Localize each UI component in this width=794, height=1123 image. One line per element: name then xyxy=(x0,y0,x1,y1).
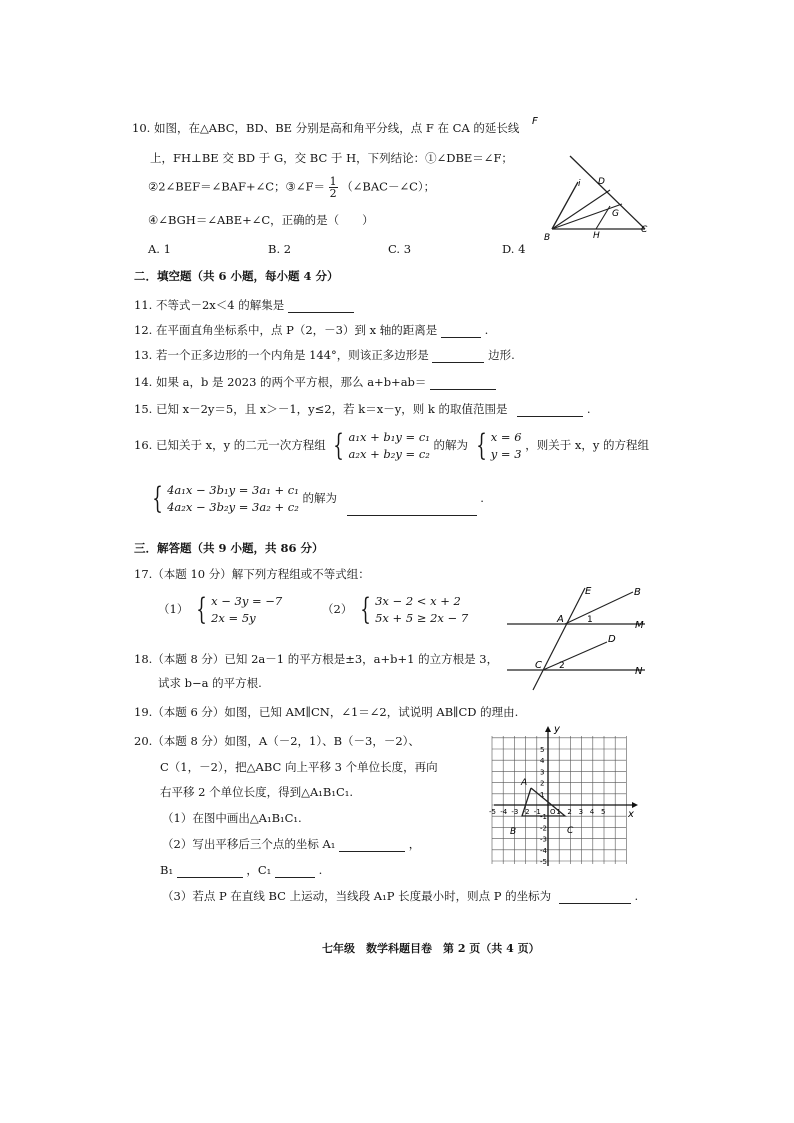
q17-sys1-eq2: 2x = 5y xyxy=(211,611,256,625)
q13 xyxy=(134,347,515,363)
q10-label-g: G xyxy=(612,209,619,219)
grid-axis-y-label: y xyxy=(554,724,560,735)
q16-line2 xyxy=(148,482,484,516)
q10-option-d: D. 4 xyxy=(502,242,526,256)
q16-sol-x: x = 6 xyxy=(490,430,522,444)
grid-y-tick-label: 4 xyxy=(540,757,545,766)
q10-line1: 10. 如图，在△ABC，BD、BE 分别是高和角平分线，点 F 在 CA 的延长线 xyxy=(132,121,520,135)
q17-heading: 17.（本题 10 分）解下列方程组或不等式组： xyxy=(134,567,370,581)
q10-line3 xyxy=(148,176,435,199)
q16-solution xyxy=(472,429,522,463)
q15-period: . xyxy=(586,402,591,416)
q14-answer-blank[interactable] xyxy=(430,375,496,390)
q10-line4: ④∠BGH＝∠ABE+∠C，正确的是（ ） xyxy=(148,213,374,227)
q20-part2-comma: ， xyxy=(408,837,421,851)
grid-point-b-label: B xyxy=(510,827,517,837)
grid-x-tick-label: -3 xyxy=(511,808,519,816)
q19-label-n: N xyxy=(635,666,643,677)
q10-label-d: D xyxy=(598,177,605,187)
q16-text-c: ，则关于 x，y 的方程组 xyxy=(525,438,649,452)
q17-sys2-eq1: 3x − 2 < x + 2 xyxy=(375,594,461,608)
q16-line1 xyxy=(134,429,649,463)
grid-x-tick-label: -2 xyxy=(522,808,530,816)
q13-suffix: 边形. xyxy=(488,348,515,362)
q14 xyxy=(134,374,496,390)
q16-system-2 xyxy=(148,482,299,516)
q16-system-1 xyxy=(329,429,429,463)
q12-period: . xyxy=(484,323,489,337)
q20-coordinate-grid xyxy=(488,724,638,868)
q12-answer-blank[interactable] xyxy=(441,323,481,338)
q20-p-answer-blank[interactable] xyxy=(559,889,631,904)
q16-text-b: 的解为 xyxy=(433,438,469,452)
grid-axis-x-label: x xyxy=(628,809,634,820)
q20-line2: C（1，－2），把△ABC 向上平移 3 个单位长度，再向 xyxy=(160,760,438,774)
q20-b1-answer-blank[interactable] xyxy=(177,863,243,878)
q11-text: 11. 不等式－2x＜4 的解集是 xyxy=(134,298,285,312)
grid-y-tick-label: -4 xyxy=(540,846,547,855)
grid-y-tick-label: 2 xyxy=(540,779,545,788)
q19-label-1: 1 xyxy=(587,615,593,625)
q17-system-1 xyxy=(192,593,282,627)
grid-x-tick-label: -1 xyxy=(533,808,541,816)
q10-line3-a: ②2∠BEF＝∠BAF+∠C；③∠F＝ xyxy=(148,179,325,194)
q16-solution-brace: { xyxy=(475,428,487,463)
grid-point-c-label: C xyxy=(567,826,574,836)
section-3-heading: 三．解答题（共 9 小题，共 86 分） xyxy=(134,541,324,555)
q20-a1-answer-blank[interactable] xyxy=(339,837,405,852)
grid-x-tick-label: 5 xyxy=(601,808,606,816)
q18-line2: 试求 b−a 的平方根. xyxy=(158,676,262,690)
grid-y-tick-label: 5 xyxy=(540,746,545,754)
grid-y-tick-label: -5 xyxy=(540,858,547,866)
grid-y-tick-label: -3 xyxy=(540,835,547,844)
q15 xyxy=(134,401,590,417)
q10-line2: 上，FH⊥BE 交 BD 于 G，交 BC 于 H，下列结论：①∠DBE＝∠F； xyxy=(150,151,513,165)
q11 xyxy=(134,297,354,313)
q20-part3-text: （3）若点 P 在直线 BC 上运动，当线段 A₁P 长度最小时，则点 P 的坐标为 xyxy=(162,889,552,903)
q10-label-h: H xyxy=(593,231,600,241)
q10-line3-b: （∠BAC－∠C）； xyxy=(341,179,436,194)
q11-answer-blank[interactable] xyxy=(288,298,354,313)
q20-c1-answer-blank[interactable] xyxy=(275,863,315,878)
q17-sys2-eq2: 5x + 5 ≥ 2x − 7 xyxy=(375,611,469,625)
q10-label-c: C xyxy=(641,225,648,235)
grid-x-tick-label: -5 xyxy=(489,808,496,816)
grid-x-tick-label: -4 xyxy=(500,808,508,816)
q16-answer-blank[interactable] xyxy=(347,501,477,516)
q17-sys1-eq1: x − 3y = −7 xyxy=(211,594,283,608)
q16-sys2-eq1: 4a₁x − 3b₁y = 3a₁ + c₁ xyxy=(167,483,299,497)
q20-part2-line2 xyxy=(160,862,322,878)
grid-x-tick-label: 4 xyxy=(589,808,595,816)
q13-answer-blank[interactable] xyxy=(432,348,484,363)
q17-part2 xyxy=(322,593,468,627)
q15-text: 15. 已知 x－2y＝5，且 x＞－1，y≤2，若 k＝x－y，则 k 的取值范围是 xyxy=(134,402,508,416)
q16-system-1-brace: { xyxy=(333,428,345,463)
grid-y-tick-label: 1 xyxy=(540,790,545,799)
q10-triangle-figure xyxy=(532,112,660,243)
q20-c1-label: ，C₁ xyxy=(246,863,272,877)
q19: 19.（本题 6 分）如图，已知 AM∥CN，∠1＝∠2，试说明 AB∥CD 的理由. xyxy=(134,705,519,719)
grid-origin-label: O xyxy=(550,808,556,816)
q13-text: 13. 若一个正多边形的一个内角是 144°，则该正多边形是 xyxy=(134,348,429,362)
q17-system-2-brace: { xyxy=(360,592,371,627)
q10-frac-num: 1 xyxy=(329,175,337,188)
q10-option-c: C. 3 xyxy=(388,242,412,256)
q14-text: 14. 如果 a，b 是 2023 的两个平方根，那么 a+b+ab＝ xyxy=(134,375,427,389)
q20-line1: 20.（本题 8 分）如图，A（－2，1）、B（－3，－2）、 xyxy=(134,734,420,748)
q20-part2-text: （2）写出平移后三个点的坐标 A₁ xyxy=(162,837,336,851)
q19-parallel-lines-figure xyxy=(505,584,655,694)
q17-system-1-brace: { xyxy=(196,592,207,627)
grid-x-tick-label: 1 xyxy=(556,808,561,816)
q19-label-c: C xyxy=(535,660,542,671)
q20-part2-period: . xyxy=(318,863,323,877)
q20-part2 xyxy=(162,836,420,852)
grid-y-tick-label: -2 xyxy=(540,824,547,833)
q16-sol-y: y = 3 xyxy=(490,447,522,461)
q16-sys1-eq2: a₂x + b₂y = c₂ xyxy=(348,447,430,461)
q10-label-i: i xyxy=(578,179,581,189)
q16-sys2-eq2: 4a₂x − 3b₂y = 3a₂ + c₂ xyxy=(167,500,299,514)
q10-label-b: B xyxy=(544,233,551,243)
q12 xyxy=(134,322,488,338)
q17-system-2 xyxy=(356,593,468,627)
q19-label-m: M xyxy=(635,620,644,631)
q19-label-a: A xyxy=(557,614,564,625)
q20-part1: （1）在图中画出△A₁B₁C₁. xyxy=(162,811,302,825)
q12-text: 12. 在平面直角坐标系中，点 P（2，－3）到 x 轴的距离是 xyxy=(134,323,438,337)
grid-y-tick-label: 3 xyxy=(540,768,545,777)
q19-label-b: B xyxy=(634,587,641,598)
q20-part3-period: . xyxy=(634,889,639,903)
q20-line3: 右平移 2 个单位长度，得到△A₁B₁C₁. xyxy=(160,785,354,799)
q16-system-2-brace: { xyxy=(152,481,163,516)
q10-fraction xyxy=(329,176,338,199)
q20-part3 xyxy=(162,888,638,904)
q17-part2-label: （2） xyxy=(322,602,353,616)
q10-frac-den: 2 xyxy=(329,187,337,200)
q16-period: . xyxy=(480,491,484,505)
q17-part1-label: （1） xyxy=(158,602,189,616)
q17-part1 xyxy=(158,593,282,627)
grid-x-tick-label: 2 xyxy=(567,808,572,816)
q15-answer-blank[interactable] xyxy=(517,402,583,417)
q10-label-f: F xyxy=(532,116,538,127)
q16-text-d: 的解为 xyxy=(302,491,337,505)
section-2-heading: 二．填空题（共 6 小题，每小题 4 分） xyxy=(134,269,339,283)
q18-line1: 18.（本题 8 分）已知 2a－1 的平方根是±3，a+b+1 的立方根是 3， xyxy=(134,652,499,666)
page-footer: 七年级 数学科题目卷 第 2 页（共 4 页） xyxy=(322,942,540,955)
q16-sys1-eq1: a₁x + b₁y = c₁ xyxy=(348,430,430,444)
q19-label-e: E xyxy=(585,586,592,597)
q20-b1-label: B₁ xyxy=(160,863,174,877)
grid-x-tick-label: 3 xyxy=(578,808,584,816)
q10-option-b: B. 2 xyxy=(268,242,292,256)
grid-y-tick-label: -1 xyxy=(540,813,547,822)
q19-label-d: D xyxy=(608,634,616,645)
q16-text-a: 16. 已知关于 x，y 的二元一次方程组 xyxy=(134,438,326,452)
q19-label-2: 2 xyxy=(559,661,565,671)
q10-option-a: A. 1 xyxy=(148,242,171,256)
grid-point-a-label: A xyxy=(521,778,528,788)
